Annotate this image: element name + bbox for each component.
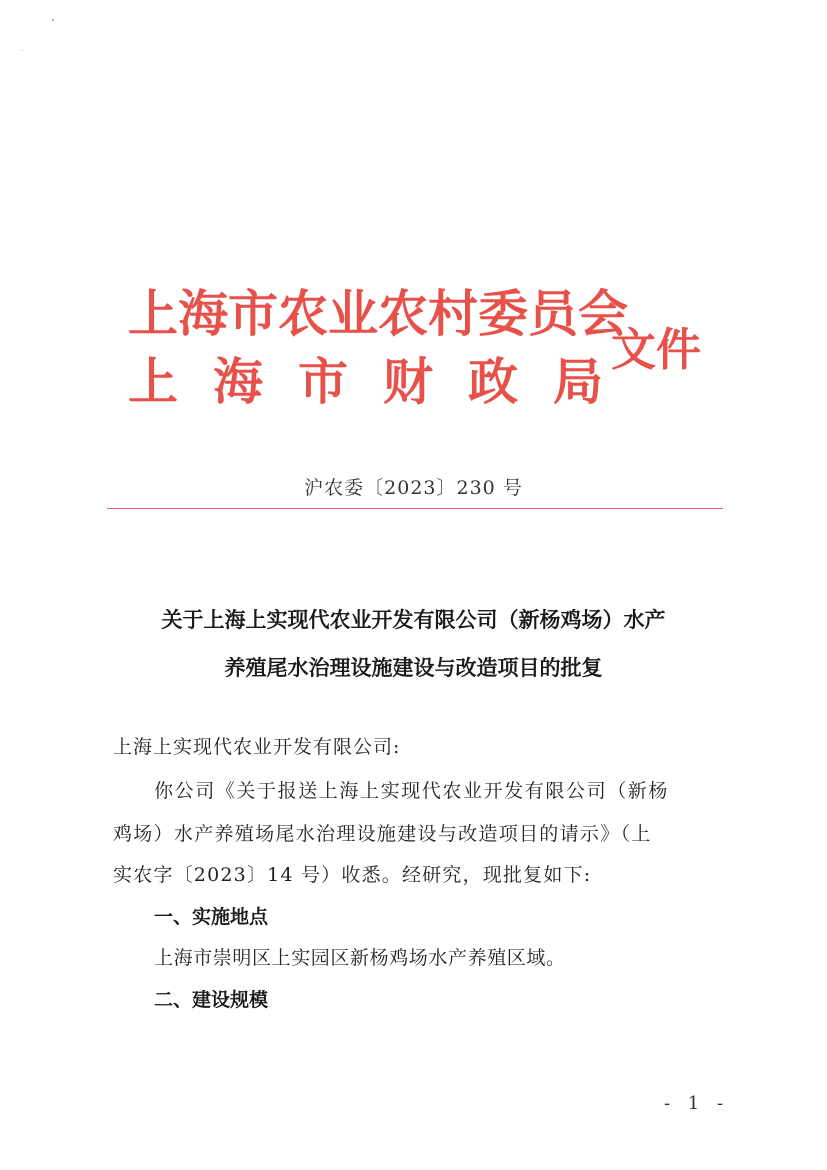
- section-heading-scale: 二、建设规模: [154, 989, 269, 1011]
- section-text-location: 上海市崇明区上实园区新杨鸡场水产养殖区域。: [154, 947, 566, 969]
- document-type-label: 文件: [611, 323, 702, 376]
- scan-speck: [22, 50, 23, 51]
- document-title-line-2: 养殖尾水治理设施建设与改造项目的批复: [224, 656, 603, 680]
- addressee: 上海上实现代农业开发有限公司:: [113, 736, 401, 758]
- page-number: - 1 -: [664, 1093, 730, 1114]
- document-number: 沪农委〔2023〕230 号: [304, 477, 523, 499]
- body-paragraph-line: 实农字〔2023〕14 号）收悉。经研究，现批复如下:: [113, 864, 592, 886]
- document-title-line-1: 关于上海上实现代农业开发有限公司（新杨鸡场）水产: [161, 608, 666, 632]
- scan-speck: [52, 19, 54, 21]
- section-heading-location: 一、实施地点: [154, 906, 269, 928]
- body-paragraph-line: 鸡场）水产养殖场尾水治理设施建设与改造项目的请示》（上: [113, 823, 652, 845]
- body-paragraph-line: 你公司《关于报送上海上实现代农业开发有限公司（新杨: [154, 780, 670, 802]
- header-divider: [107, 508, 723, 509]
- issuer-name-finance-bureau: 上海市财政局: [128, 352, 638, 411]
- issuer-name-agriculture-committee: 上海市农业农村委员会: [128, 284, 628, 343]
